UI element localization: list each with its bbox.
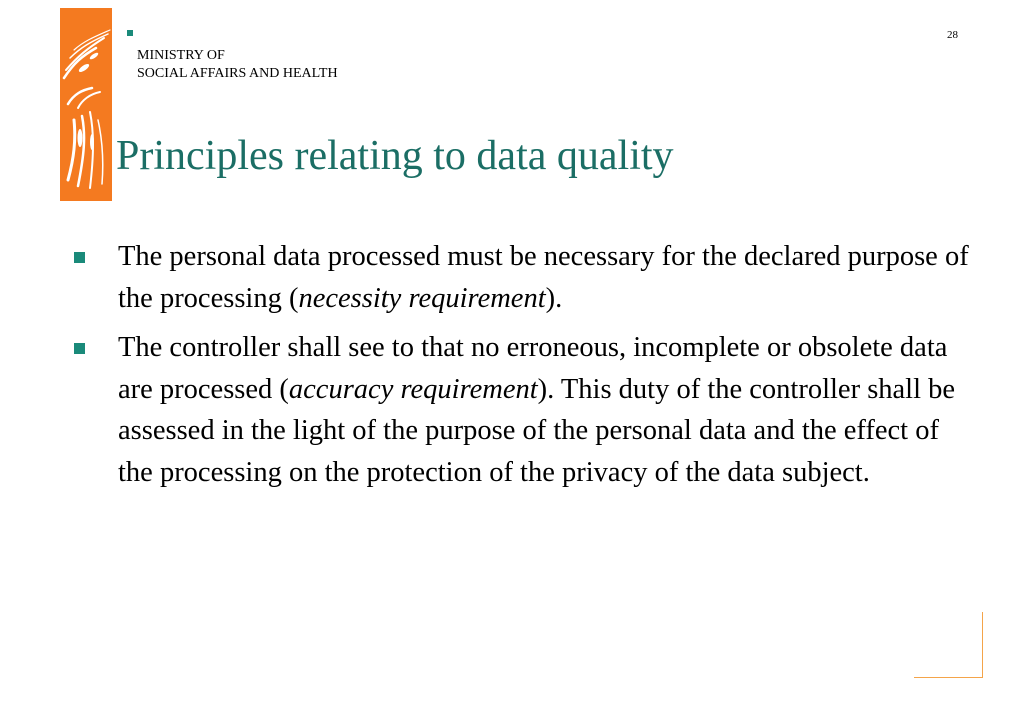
ministry-line-1: MINISTRY OF — [137, 48, 225, 63]
header-square-icon — [127, 30, 133, 36]
bullet-emphasis: accuracy requirement — [288, 373, 538, 405]
bullet-text-end: ). This duty of the controller shall be assessed in the light of the purpose of the personal data and the effect of the processing on the protection of the privacy of the data subject. — [118, 373, 956, 488]
corner-decoration — [914, 612, 983, 678]
slide-title: Principles relating to data quality — [116, 133, 674, 179]
ministry-name — [137, 47, 338, 83]
bullet-emphasis: necessity requirement — [298, 282, 546, 314]
page-number: 28 — [947, 29, 958, 41]
bullet-list — [72, 236, 972, 501]
ministry-flame-logo-icon — [60, 8, 112, 201]
square-bullet-icon — [74, 252, 85, 263]
bullet-text-end: ). — [545, 282, 563, 314]
bullet-text: The controller shall see to that no erroneous, incomplete or obsolete data are processed ( — [118, 332, 948, 405]
bullet-text: The personal data processed must be necessary for the declared purpose of the processing ( — [118, 241, 969, 314]
square-bullet-icon — [74, 343, 85, 354]
ministry-line-2: SOCIAL AFFAIRS AND HEALTH — [137, 66, 338, 81]
bullet-item-accuracy — [72, 327, 972, 493]
bullet-item-necessity — [72, 236, 972, 319]
